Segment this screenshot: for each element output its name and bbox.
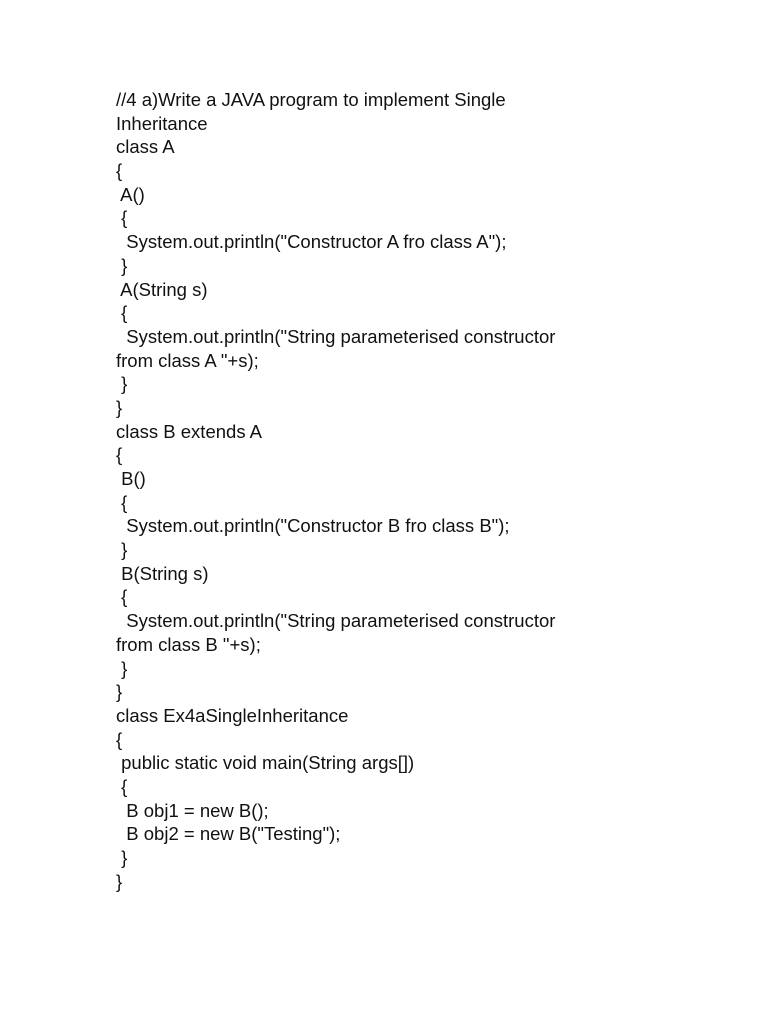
code-line: { xyxy=(116,586,128,608)
heading-line-1: //4 a)Write a JAVA program to implement Single xyxy=(116,89,506,110)
code-line: } xyxy=(116,681,123,703)
code-line: { xyxy=(116,302,128,324)
code-line: class Ex4aSingleInheritance xyxy=(116,704,349,726)
code-line: } xyxy=(116,847,128,868)
code-line: { xyxy=(116,160,123,182)
code-line: System.out.println("Constructor A fro class A"); xyxy=(116,231,507,253)
code-line: public static void main(String args[]) xyxy=(116,752,415,774)
code-line: class B extends A xyxy=(116,420,263,442)
code-line: { xyxy=(116,728,123,750)
code-line: { xyxy=(116,207,128,229)
code-line: } xyxy=(116,870,123,892)
code-line: from class A "+s); xyxy=(116,349,259,371)
code-line: System.out.println("Constructor B fro class B"); xyxy=(116,515,510,537)
heading-line-2: Inheritance xyxy=(116,112,208,134)
document-body xyxy=(116,88,736,893)
code-line: from class B "+s); xyxy=(116,633,261,655)
code-line: System.out.println("String parameterised constructor xyxy=(116,610,556,632)
code-line: System.out.println("String parameterised constructor xyxy=(116,325,556,347)
code-line: B obj2 = new B("Testing"); xyxy=(116,823,341,845)
code-line: B obj1 = new B(); xyxy=(116,799,269,821)
code-line: B() xyxy=(116,468,146,489)
code-line: A() xyxy=(116,183,145,205)
code-line: } xyxy=(116,373,128,395)
code-line: B(String s) xyxy=(116,562,209,584)
code-line: } xyxy=(116,539,128,561)
code-line: } xyxy=(116,396,123,418)
code-line: A(String s) xyxy=(116,278,208,300)
code-line: class A xyxy=(116,136,175,158)
code-line: { xyxy=(116,444,123,466)
code-line: { xyxy=(116,775,128,797)
code-line: { xyxy=(116,491,128,513)
code-line: } xyxy=(116,254,128,276)
code-line: } xyxy=(116,657,128,679)
